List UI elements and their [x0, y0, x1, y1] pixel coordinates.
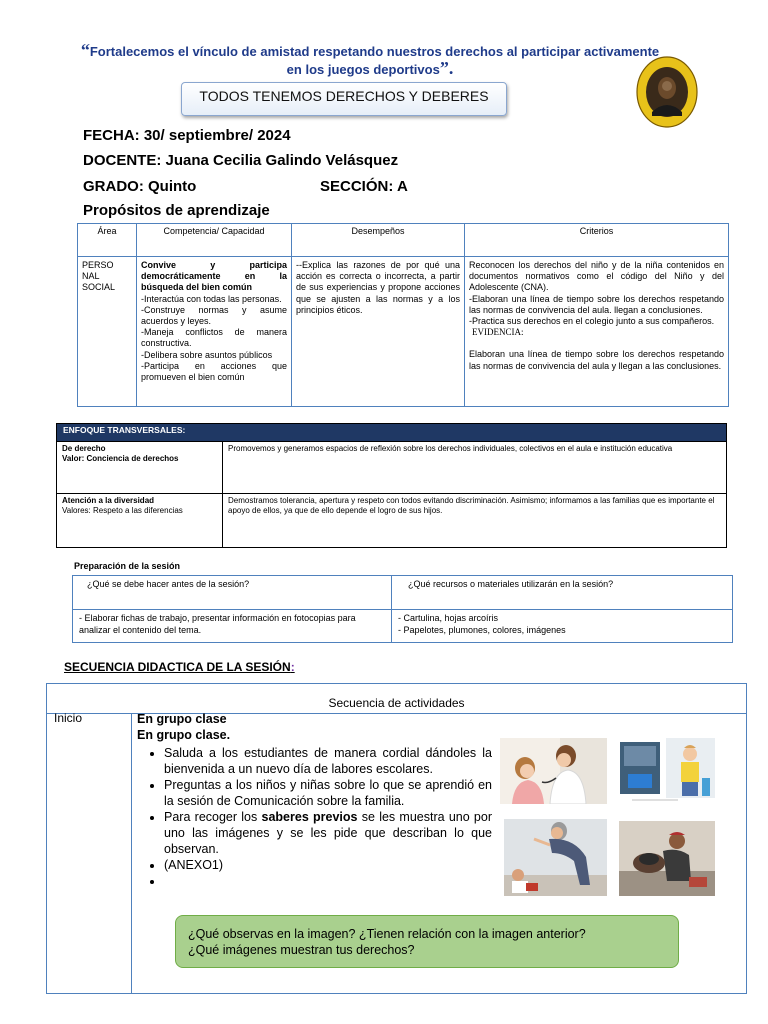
competencia-cell — [137, 257, 292, 407]
criterio-item: -Elaboran una línea de tiempo sobre los derechos respetando las normas de convivencia del aula. llegan a conclusiones. — [469, 293, 724, 315]
area-cell — [78, 257, 137, 407]
teacher-label: DOCENTE: Juana Cecilia Galindo Velásquez — [83, 152, 399, 169]
activity-list — [137, 745, 492, 889]
sequence-table-header: Secuencia de actividades — [47, 684, 747, 714]
evidencia-text: Elaboran una línea de tiempo sobre los derechos respetando las normas de convivencia del aula y llegan a las conclusiones. — [469, 349, 724, 371]
competencia-title: Convive y participa democráticamente en la búsqueda del bien común — [141, 260, 287, 293]
sequence-heading-text: SECUENCIA DIDACTICA DE LA SESIÓN — [64, 660, 291, 674]
session-motto: “Fortalecemos el vínculo de amistad respetando nuestros derechos al participar activamente en los juegos deportivos”. — [80, 40, 660, 78]
desempeno-cell — [292, 257, 465, 407]
criterio-item: Reconocen los derechos del niño y de la niña contenidos en documentos normativos como el código del Niño y del Adolescente (CNA). — [469, 260, 724, 293]
criterio-item: -Practica sus derechos en el colegio junto a sus compañeros. — [469, 316, 715, 327]
capacidad-item: -Delibera sobre asuntos públicos — [141, 349, 273, 360]
inicio-label: Inicio — [54, 711, 83, 725]
inicio-content — [137, 711, 492, 889]
section-label: SECCIÓN: A — [320, 178, 408, 195]
discussion-question-box — [175, 915, 679, 968]
capacidad-item: -Construye normas y asume acuerdos y leyes. — [141, 304, 287, 327]
col-header-desempenos: Desempeños — [292, 224, 465, 257]
enfoque-title: De derecho — [62, 444, 106, 453]
enfoque-valor: Valor: Conciencia de derechos — [62, 454, 179, 463]
desempeno-text: --Explica las razones de por qué una acción es correcta o incorrecta, a partir de sus experiencias y propone acciones que se ajusten a las normas y a los principios éticos. — [296, 260, 460, 315]
question-line: ¿Qué observas en la imagen? ¿Tienen relación con la imagen anterior? — [188, 927, 586, 941]
purposes-heading: Propósitos de aprendizaje — [83, 202, 270, 219]
child-working-image — [619, 821, 715, 896]
area-text: PERSO NAL SOCIAL — [82, 260, 116, 293]
enfoque-derecho-cell — [57, 442, 223, 494]
child-helping-image — [618, 738, 715, 804]
criterios-cell — [465, 257, 729, 407]
session-title: TODOS TENEMOS DERECHOS Y DEBERES — [181, 82, 507, 116]
col-header-competencia: Competencia/ Capacidad — [137, 224, 292, 257]
sequence-heading — [64, 660, 295, 674]
activity-item: • Para recoger los saberes previos se les muestra uno por uno las imágenes y se les pide que describan lo que observan. — [164, 809, 492, 857]
enfoque-title: Atención a la diversidad — [62, 496, 155, 505]
activity-item: • Preguntas a los niños y niñas sobre lo que se aprendió en la sesión de Comunicación sobre la familia. — [164, 777, 492, 809]
enfoque-derecho-text: Promovemos y generamos espacios de reflexión sobre los derechos individuales, colectivos en el aula e institución educativa — [223, 442, 727, 494]
prep-question-before: ¿Qué se debe hacer antes de la sesión? — [73, 576, 392, 610]
date-label: FECHA: 30/ septiembre/ 2024 — [83, 127, 291, 144]
material-item: - Cartulina, hojas arcoíris — [398, 613, 499, 623]
sequence-heading-colon: : — [290, 660, 295, 674]
enfoque-table — [56, 423, 727, 548]
activity-item: • Saluda a los estudiantes de manera cordial dándoles la bienvenida a un nuevo día de labores escolares. — [164, 745, 492, 777]
activity-item-empty — [164, 873, 492, 889]
school-seal-logo — [636, 56, 698, 128]
preparation-table — [72, 575, 733, 643]
capacidad-item: -Interactúa con todas las personas. — [141, 293, 282, 304]
col-header-area: Área — [78, 224, 137, 257]
evidencia-label: EVIDENCIA: — [472, 327, 524, 338]
inicio-column — [47, 714, 132, 994]
purposes-table — [77, 223, 729, 407]
enfoque-diversidad-text: Demostramos tolerancia, apertura y respeto con todos evitando discriminación. Asimismo; informamos a las familias que es importante el apoyo de ellos, ya que de ello depende el logro de sus hijos. — [223, 494, 727, 548]
adult-scolding-child-image — [504, 819, 607, 896]
prep-answer-materials — [392, 610, 733, 643]
prep-question-materials: ¿Qué recursos o materiales utilizarán en la sesión? — [392, 576, 733, 610]
enfoque-diversidad-cell — [57, 494, 223, 548]
enfoque-valor: Valores: Respeto a las diferencias — [62, 506, 183, 515]
material-item: - Papelotes, plumones, colores, imágenes — [398, 624, 566, 635]
col-header-criterios: Criterios — [465, 224, 729, 257]
group-label: En grupo clase — [137, 712, 227, 726]
grade-label: GRADO: Quinto — [83, 178, 197, 195]
capacidad-item: -Participa en acciones que promueven el bien común — [141, 360, 287, 383]
activity-item: • (ANEXO1) — [164, 857, 492, 873]
prep-answer-before: - Elaborar fichas de trabajo, presentar información en fotocopias para analizar el contenido del tema. — [73, 610, 392, 643]
capacidad-item: -Maneja conflictos de manera constructiva. — [141, 327, 287, 349]
doctor-checkup-image — [500, 738, 607, 804]
preparation-heading: Preparación de la sesión — [74, 561, 181, 571]
group-label: En grupo clase. — [137, 728, 231, 742]
enfoque-header: ENFOQUE TRANSVERSALES: — [57, 424, 727, 442]
question-line: ¿Qué imágenes muestran tus derechos? — [188, 943, 415, 957]
